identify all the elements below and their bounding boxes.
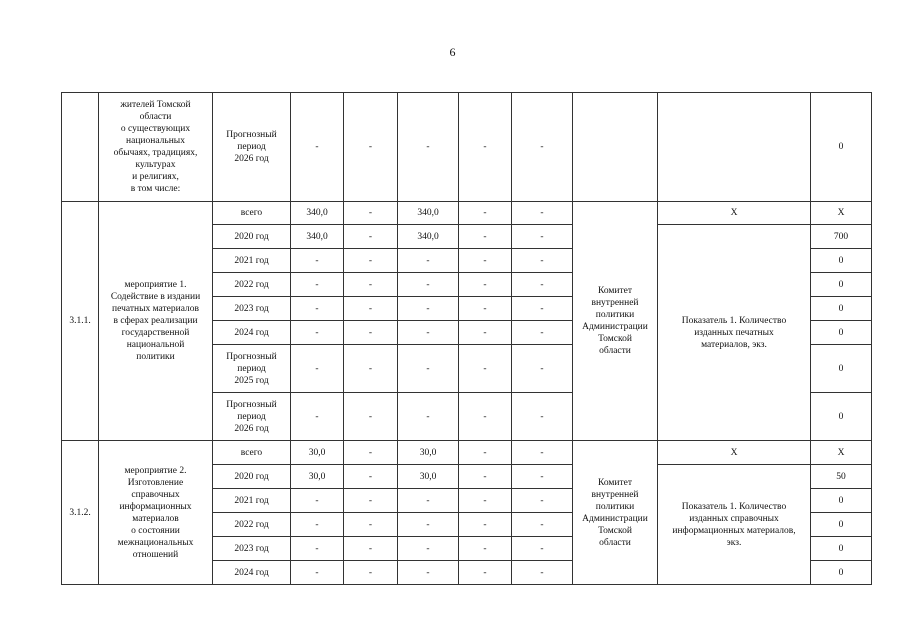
period-cell: 2024 год: [213, 561, 291, 585]
target-value-cell: 0: [811, 297, 872, 321]
value-cell: -: [459, 465, 512, 489]
value-cell: -: [459, 561, 512, 585]
value-cell: -: [398, 93, 459, 202]
value-cell: -: [459, 489, 512, 513]
value-cell: -: [398, 249, 459, 273]
value-cell: -: [398, 513, 459, 537]
executor-cell: [573, 93, 658, 202]
value-cell: -: [459, 537, 512, 561]
value-cell: -: [291, 561, 344, 585]
value-cell: -: [344, 441, 398, 465]
value-cell: -: [344, 489, 398, 513]
value-cell: -: [398, 297, 459, 321]
period-cell: 2022 год: [213, 273, 291, 297]
period-cell: 2020 год: [213, 465, 291, 489]
target-value-cell: 0: [811, 561, 872, 585]
value-cell: -: [344, 93, 398, 202]
value-cell: -: [344, 345, 398, 393]
value-cell: 340,0: [291, 225, 344, 249]
value-cell: -: [459, 249, 512, 273]
value-cell: -: [398, 537, 459, 561]
value-cell: -: [459, 202, 512, 225]
target-value-cell: Х: [811, 202, 872, 225]
value-cell: -: [512, 561, 573, 585]
row-number-cell: [62, 93, 99, 202]
target-value-cell: 0: [811, 93, 872, 202]
period-cell: 2022 год: [213, 513, 291, 537]
period-cell: 2021 год: [213, 249, 291, 273]
value-cell: -: [291, 93, 344, 202]
value-cell: -: [344, 465, 398, 489]
value-cell: -: [291, 249, 344, 273]
value-cell: 340,0: [398, 225, 459, 249]
value-cell: -: [398, 561, 459, 585]
value-cell: -: [291, 273, 344, 297]
period-cell: Прогнозный период 2025 год: [213, 345, 291, 393]
table-row: [62, 441, 872, 465]
indicator-cell: [658, 93, 811, 202]
value-cell: -: [459, 441, 512, 465]
target-value-cell: 0: [811, 393, 872, 441]
value-cell: -: [344, 297, 398, 321]
measure-name-cell: мероприятие 1. Содействие в издании печатных материалов в сферах реализации государственной национальной политики: [99, 202, 213, 441]
value-cell: -: [344, 537, 398, 561]
value-cell: -: [291, 513, 344, 537]
period-cell: всего: [213, 441, 291, 465]
indicator-name-cell: Показатель 1. Количество изданных печатных материалов, экз.: [658, 225, 811, 441]
period-cell: 2024 год: [213, 321, 291, 345]
value-cell: -: [512, 273, 573, 297]
period-cell: всего: [213, 202, 291, 225]
value-cell: -: [512, 225, 573, 249]
value-cell: -: [398, 393, 459, 441]
value-cell: -: [459, 273, 512, 297]
value-cell: -: [344, 225, 398, 249]
value-cell: -: [344, 202, 398, 225]
period-cell: Прогнозный период 2026 год: [213, 93, 291, 202]
program-table: [61, 92, 872, 585]
value-cell: -: [344, 561, 398, 585]
value-cell: -: [344, 321, 398, 345]
value-cell: -: [291, 489, 344, 513]
target-value-cell: 0: [811, 345, 872, 393]
indicator-header-cell: Х: [658, 202, 811, 225]
measure-name-cell: жителей Томской области о существующих национальных обычаях, традициях, культурах и религиях, в том числе:: [99, 93, 213, 202]
period-cell: Прогнозный период 2026 год: [213, 393, 291, 441]
measure-number-cell: 3.1.2.: [62, 441, 99, 585]
period-cell: 2021 год: [213, 489, 291, 513]
value-cell: -: [512, 441, 573, 465]
executor-cell: Комитет внутренней политики Администрации Томской области: [573, 441, 658, 585]
value-cell: -: [398, 273, 459, 297]
value-cell: -: [398, 345, 459, 393]
value-cell: -: [459, 321, 512, 345]
value-cell: -: [459, 225, 512, 249]
target-value-cell: 700: [811, 225, 872, 249]
target-value-cell: 0: [811, 321, 872, 345]
value-cell: -: [512, 249, 573, 273]
value-cell: -: [459, 93, 512, 202]
value-cell: -: [398, 489, 459, 513]
value-cell: -: [291, 345, 344, 393]
value-cell: -: [459, 297, 512, 321]
value-cell: -: [291, 393, 344, 441]
page-number: 6: [449, 45, 456, 59]
value-cell: -: [512, 345, 573, 393]
value-cell: -: [512, 321, 573, 345]
value-cell: 340,0: [398, 202, 459, 225]
value-cell: -: [291, 297, 344, 321]
value-cell: -: [398, 321, 459, 345]
target-value-cell: 0: [811, 537, 872, 561]
value-cell: -: [459, 513, 512, 537]
executor-cell: Комитет внутренней политики Администрации Томской области: [573, 202, 658, 441]
value-cell: -: [291, 537, 344, 561]
value-cell: -: [512, 465, 573, 489]
value-cell: -: [344, 273, 398, 297]
table-row: [62, 93, 872, 202]
period-cell: 2020 год: [213, 225, 291, 249]
value-cell: -: [512, 93, 573, 202]
target-value-cell: 0: [811, 489, 872, 513]
value-cell: 30,0: [398, 465, 459, 489]
value-cell: -: [459, 345, 512, 393]
target-value-cell: 0: [811, 273, 872, 297]
value-cell: 340,0: [291, 202, 344, 225]
value-cell: -: [344, 393, 398, 441]
period-cell: 2023 год: [213, 297, 291, 321]
value-cell: -: [344, 513, 398, 537]
value-cell: -: [512, 537, 573, 561]
measure-number-cell: 3.1.1.: [62, 202, 99, 441]
indicator-name-cell: Показатель 1. Количество изданных справочных информационных материалов, экз.: [658, 465, 811, 585]
table-row: [62, 202, 872, 225]
value-cell: -: [512, 513, 573, 537]
target-value-cell: 0: [811, 249, 872, 273]
value-cell: -: [512, 202, 573, 225]
target-value-cell: Х: [811, 441, 872, 465]
value-cell: -: [344, 249, 398, 273]
indicator-header-cell: Х: [658, 441, 811, 465]
value-cell: -: [291, 321, 344, 345]
target-value-cell: 50: [811, 465, 872, 489]
value-cell: 30,0: [398, 441, 459, 465]
period-cell: 2023 год: [213, 537, 291, 561]
value-cell: -: [459, 393, 512, 441]
value-cell: 30,0: [291, 465, 344, 489]
value-cell: -: [512, 489, 573, 513]
value-cell: -: [512, 393, 573, 441]
value-cell: -: [512, 297, 573, 321]
measure-name-cell: мероприятие 2. Изготовление справочных информационных материалов о состоянии межнациональных отношений: [99, 441, 213, 585]
target-value-cell: 0: [811, 513, 872, 537]
value-cell: 30,0: [291, 441, 344, 465]
